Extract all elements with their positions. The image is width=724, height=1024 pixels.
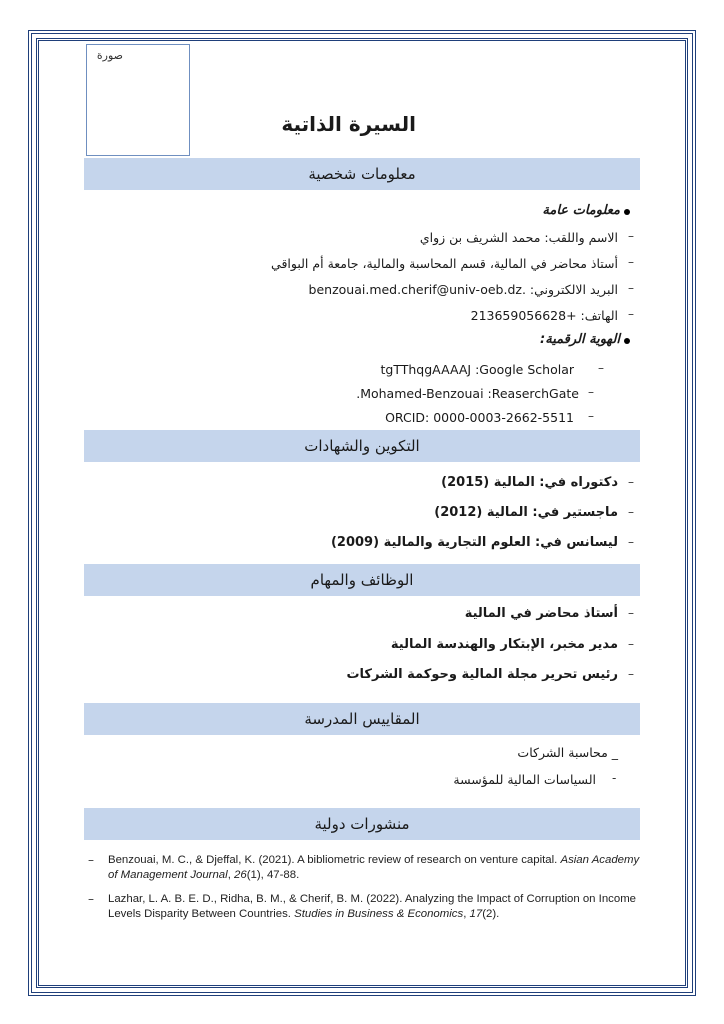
bullet-icon (624, 209, 630, 215)
publication-issue-pages: (1), 47-88. (246, 869, 300, 881)
dash-marker: – (628, 475, 634, 489)
dash-marker: – (628, 229, 634, 243)
publication-journal: Studies in Business & Economics (294, 908, 464, 920)
course-item: _ محاسبة الشركات (517, 745, 618, 760)
publication-volume: 26 (234, 869, 247, 881)
scholar-line: tgTThqgAAAAJ :Google Scholar (380, 362, 574, 377)
publication-authors: Benzouai, M. C., & Djeffal, K. (2021). A bibliometric review of research on venture capital. (108, 854, 561, 866)
dash-marker: – (628, 307, 634, 321)
publication-separator: , (463, 908, 470, 920)
publication-item (108, 892, 640, 922)
orcid-line: 0000-0003-2662-5511 :ORCID (385, 410, 574, 425)
dash-marker: – (598, 361, 604, 375)
dash-marker: – (88, 892, 94, 906)
researchgate-line: Mohamed-Benzouai :ReaserchGate. (356, 386, 579, 401)
job-item: رئيس تحرير مجلة المالية وحوكمة الشركات (346, 667, 618, 682)
email-line: البريد الالكتروني: .benzouai.med.cherif@univ-oeb.dz (308, 282, 618, 297)
bullet-icon (624, 338, 630, 344)
dash-marker: – (628, 637, 634, 651)
page-title: السيرة الذاتية (281, 112, 416, 136)
section-education-header: التكوين والشهادات (84, 430, 640, 462)
publication-journal: Asian Academy of Management Journal (108, 854, 640, 881)
dash-marker: – (628, 505, 634, 519)
course-item: السياسات المالية للمؤسسة (453, 772, 596, 787)
digital-identity-heading: الهوية الرقمية: (540, 332, 620, 347)
dash-marker: – (628, 255, 634, 269)
publication-issue-pages: (2). (482, 908, 500, 920)
section-personal-header: معلومات شخصية (84, 158, 640, 190)
publication-volume: 17 (469, 908, 483, 920)
publication-separator: , (227, 869, 235, 881)
dash-marker: – (588, 385, 594, 399)
general-info-heading: معلومات عامة (542, 203, 620, 218)
dash-marker: – (628, 281, 634, 295)
education-item: ماجستير في: المالية (2012) (434, 505, 618, 520)
photo-placeholder (86, 44, 190, 156)
position-line: أستاذ محاضر في المالية، قسم المحاسبة والمالية، جامعة أم البواقي (271, 256, 618, 271)
dash-marker: – (628, 535, 634, 549)
dash-marker: – (88, 853, 94, 867)
section-courses-header: المقاييس المدرسة (84, 703, 640, 735)
phone-line: الهاتف: +213659056628 (470, 308, 618, 323)
name-line: الاسم واللقب: محمد الشريف بن زواي (419, 230, 618, 245)
photo-label: صورة (96, 49, 123, 62)
dash-marker: – (588, 409, 594, 423)
job-item: مدير مخبر، الإبتكار والهندسة المالية (390, 637, 618, 652)
section-publications-header: منشورات دولية (84, 808, 640, 840)
publication-authors: Lazhar, L. A. B. E. D., Ridha, B. M., & Cherif, B. M. (2022). Analyzing the Impact of Corruption on Income Levels Disparity Between Countries. (108, 893, 637, 920)
education-item: دكتوراه في: المالية (2015) (441, 475, 618, 490)
dash-marker: – (628, 667, 634, 681)
dash-marker: - (612, 771, 617, 785)
section-jobs-header: الوظائف والمهام (84, 564, 640, 596)
education-item: ليسانس في: العلوم التجارية والمالية (2009) (330, 535, 618, 550)
job-item: أستاذ محاضر في المالية (464, 606, 618, 621)
publication-item (108, 853, 640, 883)
dash-marker: – (628, 606, 634, 620)
